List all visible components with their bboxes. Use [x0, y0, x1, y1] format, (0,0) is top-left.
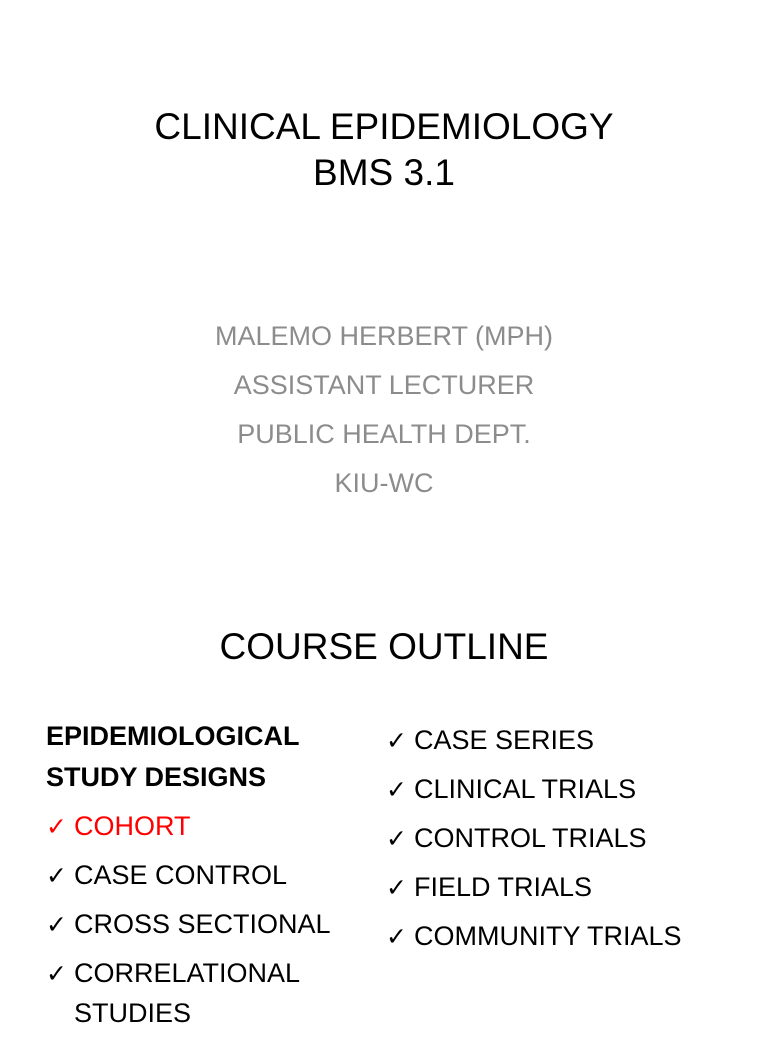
checkmark-icon: ✓: [386, 726, 407, 755]
heading-line: STUDY DESIGNS: [46, 762, 267, 792]
heading-line: EPIDEMIOLOGICAL: [46, 721, 300, 751]
list-item-label: CASE SERIES: [414, 725, 595, 755]
left-column: [46, 716, 366, 1038]
checkmark-icon: ✓: [386, 873, 407, 902]
list-item: [46, 851, 366, 900]
list-item: [46, 949, 366, 1038]
list-item: [386, 814, 756, 863]
checkmark-icon: ✓: [46, 861, 67, 890]
subtitle-line: PUBLIC HEALTH DEPT.: [237, 419, 531, 449]
checkmark-icon: ✓: [386, 922, 407, 951]
subtitle-line: MALEMO HERBERT (MPH): [214, 321, 554, 351]
title-line: BMS 3.1: [313, 152, 455, 193]
section-heading: [46, 716, 366, 798]
slide-subtitle: [0, 312, 768, 508]
subtitle-line: ASSISTANT LECTURER: [233, 370, 535, 400]
list-item: [386, 863, 756, 912]
title-line: CLINICAL EPIDEMIOLOGY: [154, 106, 614, 147]
slide-title: COURSE OUTLINE: [219, 626, 549, 667]
subtitle-line: KIU-WC: [334, 468, 434, 498]
checkmark-icon: ✓: [46, 959, 67, 988]
list-item: [46, 802, 366, 851]
list-item-label: COHORT: [74, 811, 191, 841]
list-item: [46, 900, 366, 949]
right-column: [386, 716, 756, 961]
list-item-label: COMMUNITY TRIALS: [414, 921, 682, 951]
list-item: [386, 716, 756, 765]
list-item-label: CONTROL TRIALS: [414, 823, 647, 853]
checkmark-icon: ✓: [386, 775, 407, 804]
list-item: [386, 912, 756, 961]
checkmark-icon: ✓: [46, 910, 67, 939]
list-item: [386, 765, 756, 814]
list-item-label: CORRELATIONAL STUDIES: [74, 958, 300, 1028]
checkmark-icon: ✓: [386, 824, 407, 853]
checkmark-icon: ✓: [46, 812, 67, 841]
list-item-label: CLINICAL TRIALS: [414, 774, 637, 804]
list-item-label: FIELD TRIALS: [414, 872, 593, 902]
list-item-label: CROSS SECTIONAL: [74, 909, 331, 939]
slide-title: [0, 104, 768, 196]
course-outline-slide: [0, 576, 768, 1028]
list-item-label: CASE CONTROL: [74, 860, 288, 890]
